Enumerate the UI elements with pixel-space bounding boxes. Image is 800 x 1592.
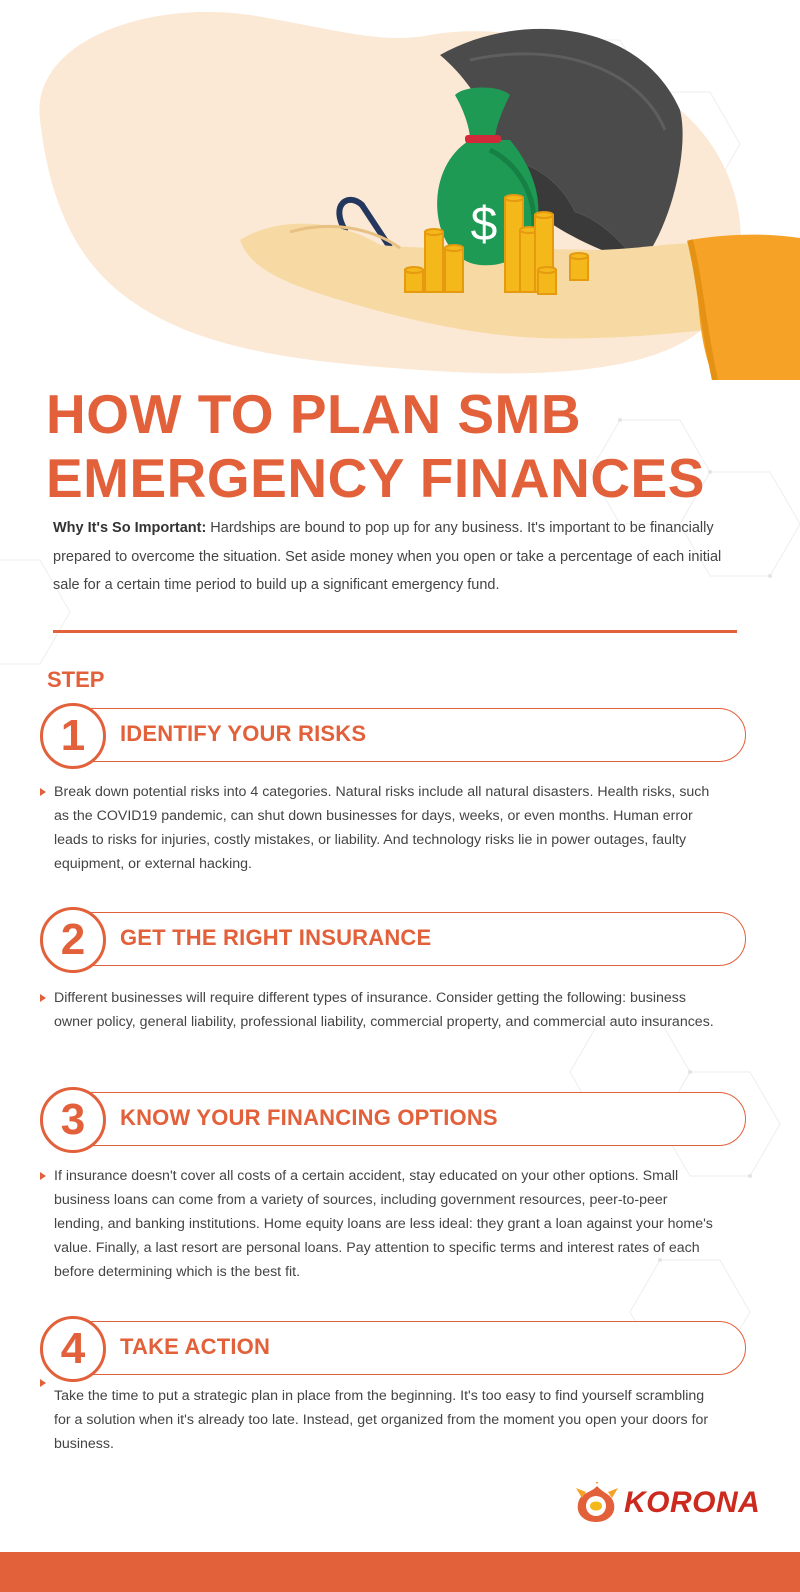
step-1-circle bbox=[40, 703, 106, 769]
hero-illustration bbox=[0, 0, 800, 380]
step-2-number: 2 bbox=[60, 915, 86, 964]
step-3-bullet bbox=[40, 1164, 720, 1284]
korona-flame-icon bbox=[572, 1482, 622, 1526]
step-3-number: 3 bbox=[60, 1095, 86, 1144]
bullet-arrow-icon bbox=[40, 788, 46, 796]
intro-body: Hardships are bound to pop up for any business. It's important to be financially prepared to overcome the situation. Set aside money when you open or take a percentage of each initial sale for a certain time period to build up a significant emergency fund. bbox=[53, 520, 722, 593]
bullet-arrow-icon bbox=[40, 1379, 46, 1387]
step-3-header bbox=[40, 1087, 750, 1153]
step-1-number: 1 bbox=[60, 711, 86, 760]
page-title-line-1: HOW TO PLAN SMB bbox=[46, 383, 582, 445]
bullet-arrow-icon bbox=[40, 994, 46, 1002]
intro-lead: Why It's So Important: bbox=[53, 520, 207, 536]
korona-logo bbox=[572, 1482, 761, 1526]
step-3-circle bbox=[40, 1087, 106, 1153]
step-4-header bbox=[40, 1316, 750, 1382]
step-1-title: IDENTIFY YOUR RISKS bbox=[120, 721, 367, 746]
step-4-title: TAKE ACTION bbox=[120, 1334, 271, 1359]
step-1-text: Break down potential risks into 4 categories. Natural risks include all natural disasters. Health risks, such as the COVID19 pandemic, can shut down businesses for days, weeks, or even months. Human error leads to risks for injuries, costly mistakes, or liability. And technology risks lie in power outages, faulty equipment, or external hacking. bbox=[54, 784, 710, 872]
page-title-line-2: EMERGENCY FINANCES bbox=[46, 447, 705, 509]
intro-paragraph bbox=[53, 514, 743, 600]
step-1-header bbox=[40, 703, 750, 769]
step-2-text: Different businesses will require different types of insurance. Consider getting the following: business owner policy, general liability, professional liability, commercial property, and commercial auto insurances. bbox=[54, 990, 714, 1030]
step-3-title: KNOW YOUR FINANCING OPTIONS bbox=[120, 1105, 498, 1130]
step-2-title: GET THE RIGHT INSURANCE bbox=[120, 925, 432, 950]
step-3-text: If insurance doesn't cover all costs of a certain accident, stay educated on your other options. Small business loans can come from a variety of sources, including government resources, peer-to-peer lending, and banking institutions. Home equity loans are less ideal: they grant a loan against your home's value. Finally, a last resort are personal loans. Pay attention to specific terms and interest rates of each before determining which is the best fit. bbox=[54, 1168, 713, 1280]
step-label: STEP bbox=[47, 667, 105, 692]
step-1-bullet bbox=[40, 780, 720, 876]
step-4-bullet bbox=[40, 1384, 720, 1456]
step-4-number: 4 bbox=[60, 1324, 86, 1373]
dollar-sign: $ bbox=[470, 198, 498, 251]
step-2-bullet bbox=[40, 986, 720, 1034]
step-4-circle bbox=[40, 1316, 106, 1382]
section-divider bbox=[53, 630, 737, 633]
footer-bar bbox=[0, 1552, 800, 1592]
step-2-circle bbox=[40, 907, 106, 973]
korona-logo-text: KORONA bbox=[624, 1486, 761, 1519]
bullet-arrow-icon bbox=[40, 1172, 46, 1180]
step-2-header bbox=[40, 907, 750, 973]
step-4-text: Take the time to put a strategic plan in place from the beginning. It's too easy to find yourself scrambling for a solution when it's already too late. Instead, get organized from the moment you open your doors for business. bbox=[54, 1388, 709, 1452]
page-title bbox=[46, 382, 705, 510]
